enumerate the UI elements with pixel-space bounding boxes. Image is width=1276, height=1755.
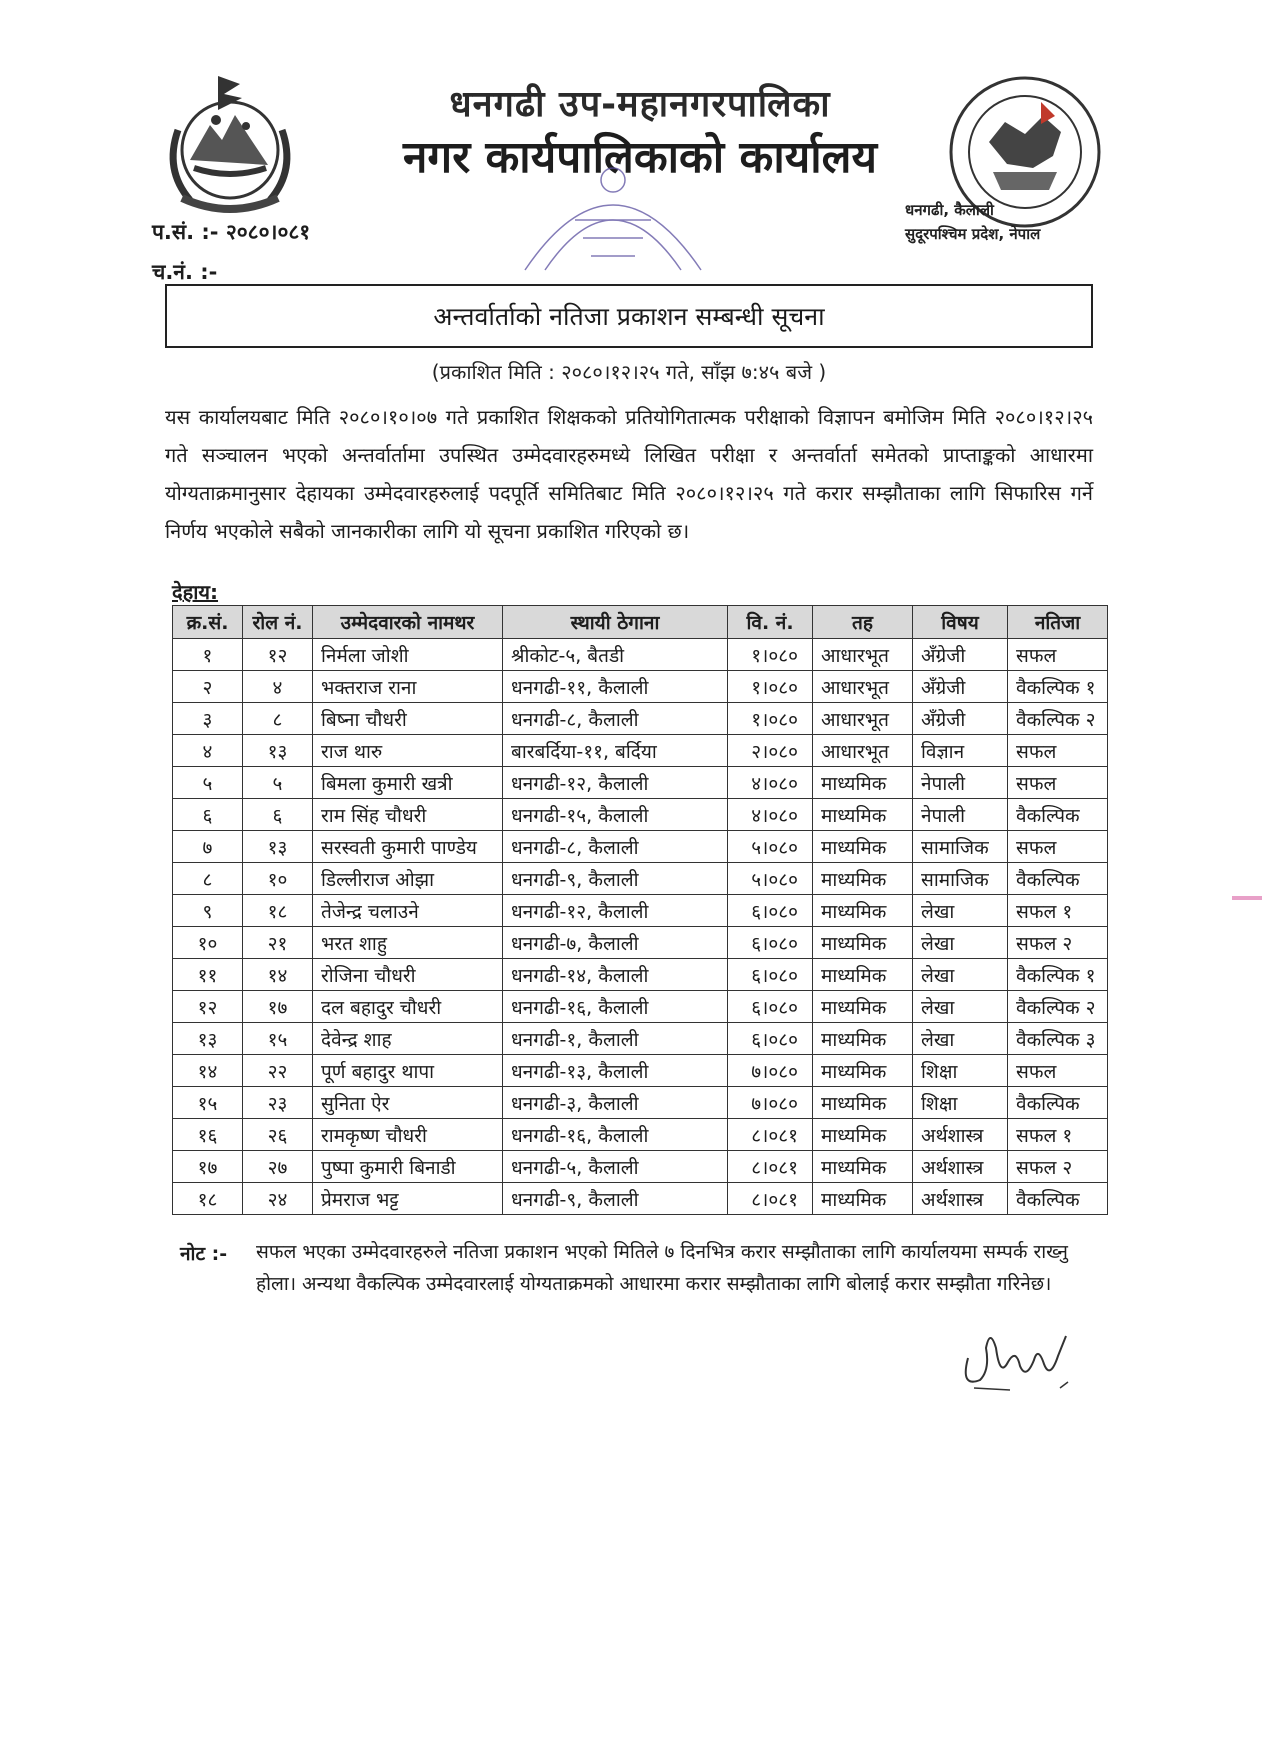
office-name: धनगढी उप-महानगरपालिका xyxy=(449,84,831,125)
cell-col-serial: ४ xyxy=(173,735,243,767)
cell-col-address: श्रीकोट-५, बैतडी xyxy=(503,639,728,671)
cell-col-ad-no: १।०८० xyxy=(728,671,813,703)
cell-col-ad-no: ६।०८० xyxy=(728,991,813,1023)
cell-col-address: धनगढी-१३, कैलाली xyxy=(503,1055,728,1087)
cell-col-name: निर्मला जोशी xyxy=(313,639,503,671)
cell-col-ad-no: ६।०८० xyxy=(728,895,813,927)
cell-col-serial: १४ xyxy=(173,1055,243,1087)
table-row xyxy=(173,703,1108,735)
cell-col-level: माध्यमिक xyxy=(813,991,913,1023)
cell-col-subject: सामाजिक xyxy=(913,863,1008,895)
cell-col-level: माध्यमिक xyxy=(813,799,913,831)
cell-col-roll: २२ xyxy=(243,1055,313,1087)
cell-col-result: वैकल्पिक १ xyxy=(1008,671,1108,703)
cell-col-address: धनगढी-१२, कैलाली xyxy=(503,767,728,799)
cell-col-level: माध्यमिक xyxy=(813,895,913,927)
cell-col-level: माध्यमिक xyxy=(813,767,913,799)
table-header-col-address: स्थायी ठेगाना xyxy=(503,606,728,639)
cell-col-ad-no: ८।०८१ xyxy=(728,1183,813,1215)
cell-col-name: राम सिंह चौधरी xyxy=(313,799,503,831)
cell-col-address: बारबर्दिया-११, बर्दिया xyxy=(503,735,728,767)
table-row xyxy=(173,1023,1108,1055)
cell-col-result: वैकल्पिक xyxy=(1008,1087,1108,1119)
cell-col-serial: ९ xyxy=(173,895,243,927)
cell-col-name: सुनिता ऐर xyxy=(313,1087,503,1119)
cell-col-result: सफल १ xyxy=(1008,1119,1108,1151)
cell-col-ad-no: ४।०८० xyxy=(728,799,813,831)
reference-number: प.सं. :- २०८०।०८१ xyxy=(152,220,311,244)
cell-col-ad-no: ६।०८० xyxy=(728,927,813,959)
cell-col-roll: ४ xyxy=(243,671,313,703)
cell-col-level: माध्यमिक xyxy=(813,1119,913,1151)
cell-col-subject: शिक्षा xyxy=(913,1087,1008,1119)
address-line-district: धनगढी, कैलाली xyxy=(905,201,994,219)
cell-col-subject: नेपाली xyxy=(913,799,1008,831)
office-address xyxy=(905,198,1155,246)
cell-col-level: आधारभूत xyxy=(813,735,913,767)
cell-col-roll: १० xyxy=(243,863,313,895)
cell-col-address: धनगढी-३, कैलाली xyxy=(503,1087,728,1119)
results-table xyxy=(172,605,1108,1215)
cell-col-name: बिमला कुमारी खत्री xyxy=(313,767,503,799)
cell-col-subject: लेखा xyxy=(913,959,1008,991)
cell-col-level: आधारभूत xyxy=(813,639,913,671)
table-header-col-result: नतिजा xyxy=(1008,606,1108,639)
table-row xyxy=(173,863,1108,895)
cell-col-result: सफल १ xyxy=(1008,895,1108,927)
cell-col-serial: १२ xyxy=(173,991,243,1023)
cell-col-roll: २३ xyxy=(243,1087,313,1119)
table-header-col-serial: क्र.सं. xyxy=(173,606,243,639)
cell-col-result: वैकल्पिक १ xyxy=(1008,959,1108,991)
cell-col-subject: अर्थशास्त्र xyxy=(913,1119,1008,1151)
cell-col-serial: २ xyxy=(173,671,243,703)
office-stamp-icon xyxy=(505,160,720,285)
cell-col-name: रामकृष्ण चौधरी xyxy=(313,1119,503,1151)
cell-col-subject: अँग्रेजी xyxy=(913,671,1008,703)
table-row xyxy=(173,959,1108,991)
cell-col-address: धनगढी-७, कैलाली xyxy=(503,927,728,959)
dispatch-number: च.नं. :- xyxy=(152,260,218,284)
cell-col-subject: सामाजिक xyxy=(913,831,1008,863)
table-row xyxy=(173,767,1108,799)
cell-col-ad-no: १।०८० xyxy=(728,639,813,671)
cell-col-subject: शिक्षा xyxy=(913,1055,1008,1087)
table-row xyxy=(173,831,1108,863)
cell-col-level: माध्यमिक xyxy=(813,1183,913,1215)
cell-col-roll: १५ xyxy=(243,1023,313,1055)
published-date: (प्रकाशित मिति : २०८०।१२।२५ गते, साँझ ७:४५ बजे ) xyxy=(431,360,827,384)
table-header-col-name: उम्मेदवारको नामथर xyxy=(313,606,503,639)
cell-col-result: सफल xyxy=(1008,831,1108,863)
cell-col-result: वैकल्पिक २ xyxy=(1008,703,1108,735)
cell-col-address: धनगढी-११, कैलाली xyxy=(503,671,728,703)
address-line-province: सुदूरपश्चिम प्रदेश, नेपाल xyxy=(905,225,1041,243)
table-header-row xyxy=(173,606,1108,639)
cell-col-serial: १८ xyxy=(173,1183,243,1215)
cell-col-ad-no: १।०८० xyxy=(728,703,813,735)
cell-col-level: माध्यमिक xyxy=(813,1023,913,1055)
cell-col-ad-no: ७।०८० xyxy=(728,1055,813,1087)
cell-col-roll: २१ xyxy=(243,927,313,959)
cell-col-subject: लेखा xyxy=(913,895,1008,927)
cell-col-name: रोजिना चौधरी xyxy=(313,959,503,991)
cell-col-name: बिष्ना चौधरी xyxy=(313,703,503,735)
note-label: नोट :- xyxy=(180,1243,228,1265)
table-caption: देहाय: xyxy=(172,580,219,604)
cell-col-ad-no: ८।०८१ xyxy=(728,1119,813,1151)
cell-col-address: धनगढी-९, कैलाली xyxy=(503,863,728,895)
cell-col-roll: २६ xyxy=(243,1119,313,1151)
cell-col-name: राज थारु xyxy=(313,735,503,767)
cell-col-subject: अँग्रेजी xyxy=(913,703,1008,735)
cell-col-ad-no: ५।०८० xyxy=(728,863,813,895)
cell-col-subject: अँग्रेजी xyxy=(913,639,1008,671)
table-row xyxy=(173,735,1108,767)
cell-col-ad-no: २।०८० xyxy=(728,735,813,767)
table-header-col-roll: रोल नं. xyxy=(243,606,313,639)
cell-col-name: प्रेमराज भट्ट xyxy=(313,1183,503,1215)
cell-col-roll: ६ xyxy=(243,799,313,831)
cell-col-roll: १८ xyxy=(243,895,313,927)
cell-col-serial: ११ xyxy=(173,959,243,991)
table-header-col-ad-no: वि. नं. xyxy=(728,606,813,639)
table-header-col-subject: विषय xyxy=(913,606,1008,639)
cell-col-result: सफल xyxy=(1008,767,1108,799)
notice-title: अन्तर्वार्ताको नतिजा प्रकाशन सम्बन्धी सूचना xyxy=(433,302,825,331)
table-row xyxy=(173,1119,1108,1151)
table-row xyxy=(173,671,1108,703)
cell-col-subject: नेपाली xyxy=(913,767,1008,799)
cell-col-result: सफल xyxy=(1008,1055,1108,1087)
cell-col-address: धनगढी-१५, कैलाली xyxy=(503,799,728,831)
cell-col-address: धनगढी-१४, कैलाली xyxy=(503,959,728,991)
cell-col-serial: ७ xyxy=(173,831,243,863)
cell-col-serial: १३ xyxy=(173,1023,243,1055)
cell-col-level: माध्यमिक xyxy=(813,1055,913,1087)
cell-col-level: माध्यमिक xyxy=(813,1087,913,1119)
cell-col-serial: ५ xyxy=(173,767,243,799)
cell-col-roll: १३ xyxy=(243,831,313,863)
signature-icon xyxy=(950,1318,1090,1398)
cell-col-name: सरस्वती कुमारी पाण्डेय xyxy=(313,831,503,863)
cell-col-result: वैकल्पिक २ xyxy=(1008,991,1108,1023)
cell-col-subject: अर्थशास्त्र xyxy=(913,1151,1008,1183)
cell-col-roll: २४ xyxy=(243,1183,313,1215)
cell-col-address: धनगढी-८, कैलाली xyxy=(503,703,728,735)
cell-col-level: माध्यमिक xyxy=(813,863,913,895)
table-header-col-level: तह xyxy=(813,606,913,639)
cell-col-address: धनगढी-९, कैलाली xyxy=(503,1183,728,1215)
cell-col-result: वैकल्पिक xyxy=(1008,799,1108,831)
cell-col-roll: १७ xyxy=(243,991,313,1023)
cell-col-ad-no: ६।०८० xyxy=(728,959,813,991)
cell-col-name: भरत शाहु xyxy=(313,927,503,959)
cell-col-name: भक्तराज राना xyxy=(313,671,503,703)
cell-col-roll: १४ xyxy=(243,959,313,991)
cell-col-serial: ३ xyxy=(173,703,243,735)
cell-col-level: आधारभूत xyxy=(813,703,913,735)
cell-col-serial: ८ xyxy=(173,863,243,895)
cell-col-name: देवेन्द्र शाह xyxy=(313,1023,503,1055)
notice-body: यस कार्यालयबाट मिति २०८०।१०।०७ गते प्रकाशित शिक्षकको प्रतियोगितात्मक परीक्षाको विज्ञापन बमोजिम मिति २०८०।१२।२५ गते सञ्चालन भएको अन्तर्वार्तामा उपस्थित उम्मेदवारहरुमध्ये लिखित परीक्षा र अन्तर्वार्ता समेतको प्राप्ताङ्कको आधारमा योग्यताक्रमानुसार देहायका उम्मेदवारहरुलाई पदपूर्ति समितिबाट मिति २०८०।१२।२५ गते करार सम्झौताका लागि सिफारिस गर्ने निर्णय भएकोले सबैको जानकारीका लागि यो सूचना प्रकाशित गरिएको छ। xyxy=(165,405,1093,543)
cell-col-roll: १२ xyxy=(243,639,313,671)
cell-col-address: धनगढी-१६, कैलाली xyxy=(503,991,728,1023)
cell-col-subject: लेखा xyxy=(913,927,1008,959)
cell-col-name: तेजेन्द्र चलाउने xyxy=(313,895,503,927)
cell-col-ad-no: ४।०८० xyxy=(728,767,813,799)
cell-col-result: सफल xyxy=(1008,735,1108,767)
cell-col-name: पुष्पा कुमारी बिनाडी xyxy=(313,1151,503,1183)
cell-col-ad-no: ८।०८१ xyxy=(728,1151,813,1183)
cell-col-result: वैकल्पिक xyxy=(1008,1183,1108,1215)
cell-col-name: पूर्ण बहादुर थापा xyxy=(313,1055,503,1087)
cell-col-address: धनगढी-५, कैलाली xyxy=(503,1151,728,1183)
cell-col-roll: १३ xyxy=(243,735,313,767)
table-row xyxy=(173,1087,1108,1119)
nepal-emblem-icon xyxy=(150,70,310,220)
cell-col-serial: १६ xyxy=(173,1119,243,1151)
cell-col-result: वैकल्पिक xyxy=(1008,863,1108,895)
cell-col-roll: ८ xyxy=(243,703,313,735)
cell-col-ad-no: ७।०८० xyxy=(728,1087,813,1119)
cell-col-address: धनगढी-१२, कैलाली xyxy=(503,895,728,927)
cell-col-address: धनगढी-८, कैलाली xyxy=(503,831,728,863)
cell-col-serial: १ xyxy=(173,639,243,671)
cell-col-level: माध्यमिक xyxy=(813,927,913,959)
cell-col-address: धनगढी-१६, कैलाली xyxy=(503,1119,728,1151)
table-row xyxy=(173,639,1108,671)
cell-col-level: माध्यमिक xyxy=(813,1151,913,1183)
table-row xyxy=(173,1183,1108,1215)
table-row xyxy=(173,1151,1108,1183)
table-row xyxy=(173,991,1108,1023)
cell-col-name: डिल्लीराज ओझा xyxy=(313,863,503,895)
table-row xyxy=(173,895,1108,927)
table-row xyxy=(173,799,1108,831)
table-row xyxy=(173,927,1108,959)
table-row xyxy=(173,1055,1108,1087)
cell-col-result: सफल २ xyxy=(1008,927,1108,959)
cell-col-serial: १७ xyxy=(173,1151,243,1183)
office-title: नगर कार्यपालिकाको कार्यालय xyxy=(403,132,877,183)
cell-col-name: दल बहादुर चौधरी xyxy=(313,991,503,1023)
cell-col-level: माध्यमिक xyxy=(813,959,913,991)
margin-mark xyxy=(1232,896,1262,900)
cell-col-result: सफल २ xyxy=(1008,1151,1108,1183)
cell-col-subject: अर्थशास्त्र xyxy=(913,1183,1008,1215)
note-text: सफल भएका उम्मेदवारहरुले नतिजा प्रकाशन भएको मितिले ७ दिनभित्र करार सम्झौताका लागि कार्यालयमा सम्पर्क राख्नु होला। अन्यथा वैकल्पिक उम्मेदवारलाई योग्यताक्रमको आधारमा करार सम्झौताका लागि बोलाई करार सम्झौता गरिनेछ। xyxy=(256,1241,1068,1295)
cell-col-level: माध्यमिक xyxy=(813,831,913,863)
cell-col-roll: २७ xyxy=(243,1151,313,1183)
cell-col-subject: लेखा xyxy=(913,991,1008,1023)
cell-col-result: सफल xyxy=(1008,639,1108,671)
cell-col-address: धनगढी-१, कैलाली xyxy=(503,1023,728,1055)
cell-col-level: आधारभूत xyxy=(813,671,913,703)
notice-title-box xyxy=(165,284,1093,348)
cell-col-serial: ६ xyxy=(173,799,243,831)
cell-col-result: वैकल्पिक ३ xyxy=(1008,1023,1108,1055)
cell-col-serial: १० xyxy=(173,927,243,959)
cell-col-subject: लेखा xyxy=(913,1023,1008,1055)
cell-col-ad-no: ६।०८० xyxy=(728,1023,813,1055)
cell-col-subject: विज्ञान xyxy=(913,735,1008,767)
cell-col-roll: ५ xyxy=(243,767,313,799)
cell-col-ad-no: ५।०८० xyxy=(728,831,813,863)
cell-col-serial: १५ xyxy=(173,1087,243,1119)
